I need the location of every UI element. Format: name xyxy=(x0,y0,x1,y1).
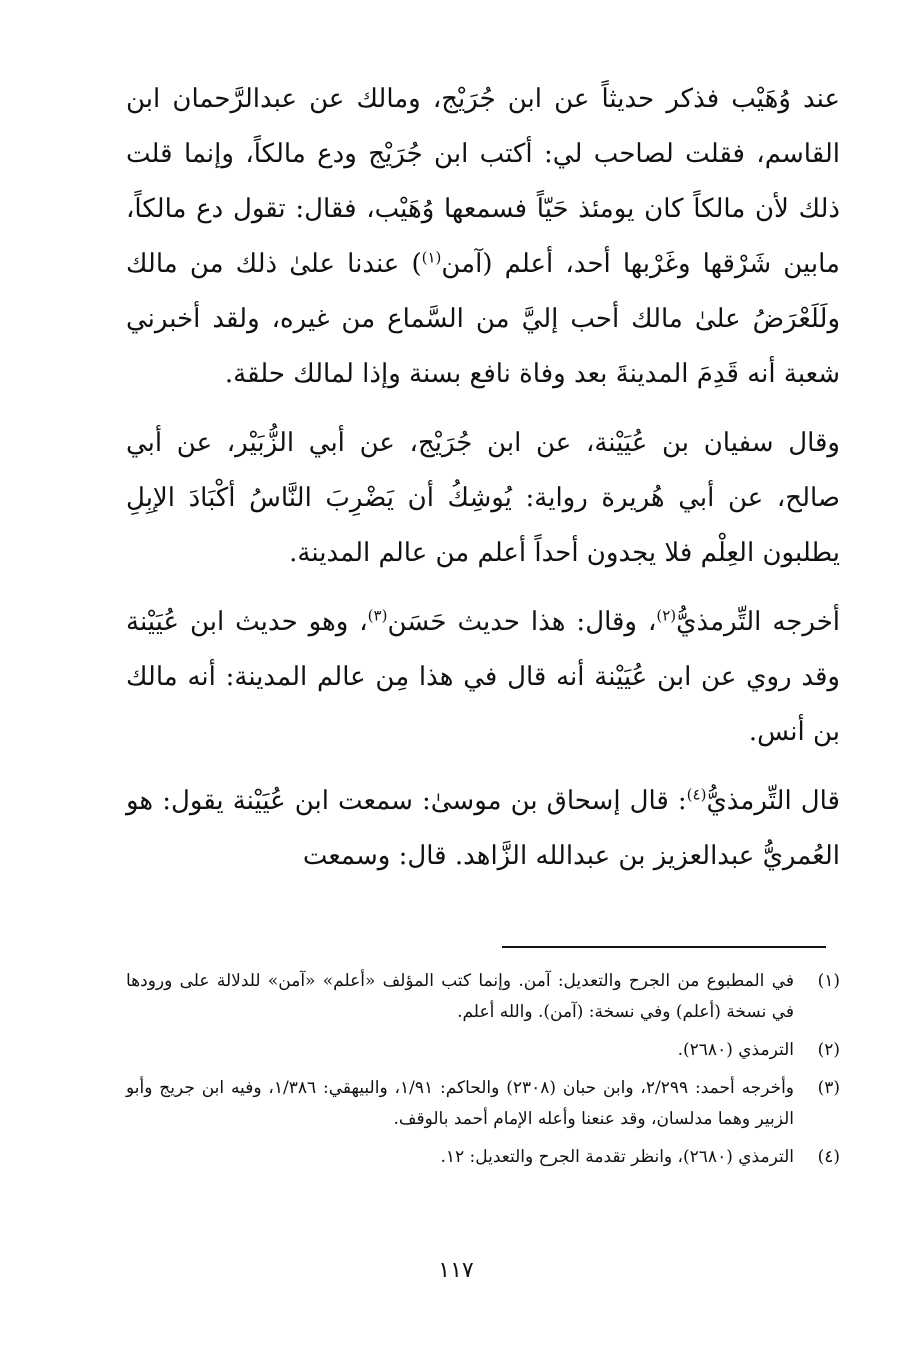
page-number: ١١٧ xyxy=(438,1258,474,1283)
footnote-number: (١) xyxy=(817,971,840,991)
footnote-text: الترمذي (٢٦٨٠). xyxy=(677,1040,794,1060)
footnote-number: (٢) xyxy=(817,1040,840,1060)
paragraph-text: عند وُهَيْب فذكر حديثاً عن ابن جُرَيْج، ومالك عن عبدالرَّحمان ابن القاسم، فقلت لصاحب لي: أكتب ابن جُرَيْج ودع مالكاً، وإنما قلت ذلك لأن مالكاً كان يومئذ حَيّاً فسمعها وُهَيْب، فقال: تقول دع مالكاً، مابين شَرْقها وغَرْبها أحد، أعلم (آمن xyxy=(126,84,841,279)
paragraph-text: قال التِّرمذيُّ xyxy=(706,786,840,816)
footnote xyxy=(126,1142,840,1173)
footnote-separator xyxy=(502,946,826,948)
footnotes xyxy=(126,966,840,1180)
paragraph-text: : قال إسحاق بن موسىٰ: سمعت ابن عُيَيْنة يقول: هو العُمريُّ عبدالعزيز بن عبدالله الزَّاهد. قال: وسمعت xyxy=(126,786,840,871)
footnote xyxy=(126,1073,840,1135)
paragraph xyxy=(126,774,840,884)
paragraph-text: ، وهو حديث ابن عُيَيْنة وقد روي عن ابن عُيَيْنة أنه قال في هذا مِن عالم المدينة: أنه مالك بن أنس. xyxy=(126,607,840,747)
paragraph xyxy=(126,595,840,760)
main-text xyxy=(126,72,840,884)
footnote xyxy=(126,966,840,1028)
footnote-number: (٣) xyxy=(817,1078,840,1098)
paragraph xyxy=(126,416,840,581)
footnote-text: الترمذي (٢٦٨٠)، وانظر تقدمة الجرح والتعديل: ١٢. xyxy=(440,1147,794,1167)
footnote-ref[interactable]: (٤) xyxy=(686,785,707,804)
paragraph-text: ) عندنا علىٰ ذلك من مالك ولَلَعْرَضُ علىٰ مالك أحب إليَّ من السَّماع من غيره، ولقد أخبرني شعبة أنه قَدِمَ المدينةَ بعد وفاة نافع بسنة وإذا لمالك حلقة. xyxy=(126,249,840,389)
footnote-number: (٤) xyxy=(817,1147,840,1167)
paragraph-text: ، وقال: هذا حديث حَسَن xyxy=(387,607,657,637)
footnote xyxy=(126,1035,840,1066)
footnote-ref[interactable]: (٢) xyxy=(656,606,677,625)
footnote-ref[interactable]: (٣) xyxy=(367,606,388,625)
footnote-text: وأخرجه أحمد: ٢/٢٩٩، وابن حبان (٢٣٠٨) والحاكم: ١/٩١، والبيهقي: ١/٣٨٦، وفيه ابن جريج وأبو الزبير وهما مدلسان، وقد عنعنا وأعله الإمام أحمد بالوقف. xyxy=(126,1078,795,1129)
paragraph-text: وقال سفيان بن عُيَيْنة، عن ابن جُرَيْج، عن أبي الزُّبَيْر، عن أبي صالح، عن أبي هُريرة رواية: يُوشِكُ أن يَضْرِبَ النَّاسُ أكْبَادَ الإبِلِ يطلبون العِلْم فلا يجدون أحداً أعلم من عالم المدينة. xyxy=(126,428,840,568)
paragraph xyxy=(126,72,840,402)
footnote-text: في المطبوع من الجرح والتعديل: آمن. وإنما كتب المؤلف «أعلم» «آمن» للدلالة على ورودها في نسخة (أعلم) وفي نسخة: (آمن). والله أعلم. xyxy=(126,971,794,1022)
footnote-ref[interactable]: (١) xyxy=(421,248,442,267)
paragraph-text: أخرجه التِّرمذيُّ xyxy=(676,607,840,637)
